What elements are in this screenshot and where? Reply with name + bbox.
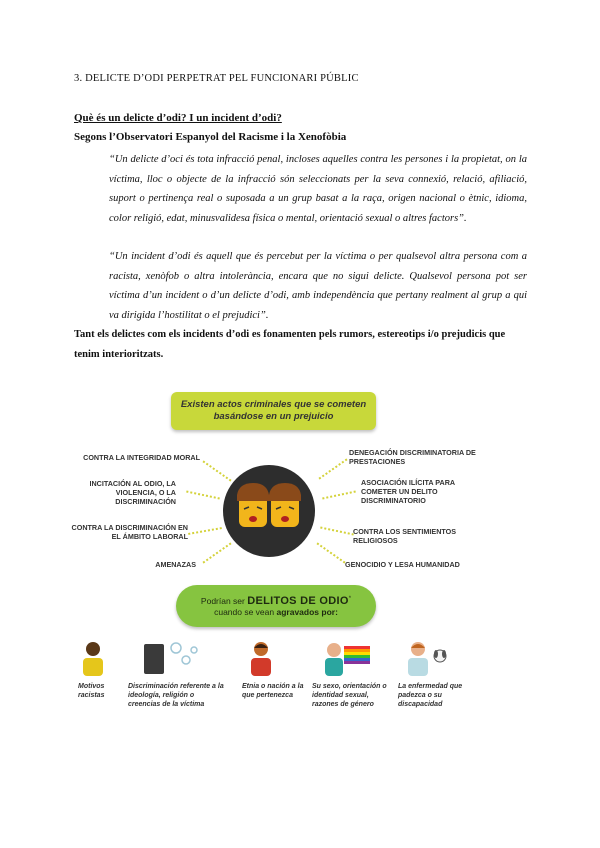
ray-connector: [320, 526, 354, 535]
pill-post-text: cuando se vean: [214, 606, 275, 617]
label-sentimientos-religiosos: CONTRA LOS SENTIMIENTOS RELIGIOSOS: [353, 527, 457, 545]
book-icon: [140, 638, 202, 676]
label-integridad-moral: CONTRA LA INTEGRIDAD MORAL: [83, 453, 200, 462]
label-amenazas: AMENAZAS: [155, 560, 196, 569]
ray-connector: [186, 490, 220, 499]
pill-asterisk: *: [348, 596, 352, 602]
caption-sexo: Su sexo, orientación o identidad sexual, razones de género: [312, 683, 387, 708]
infographic-top-box: Existen actos criminales que se cometen basándose en un prejuicio: [171, 392, 376, 430]
ray-connector: [319, 458, 348, 479]
person-icon: [78, 640, 108, 676]
caption-discapacidad: La enfermedad que padezca o su discapacidad: [398, 683, 463, 708]
pill-title: DELITOS DE ODIO: [247, 594, 349, 607]
worried-faces-icon: [223, 465, 315, 557]
ray-connector: [317, 542, 346, 563]
summary-paragraph: Tant els delictes com els incidents d’odi es fonamenten pels rumors, estereotips i/o prejudicis que tenim interioritzats.: [74, 329, 506, 360]
quote-hate-crime: “Un delicte d’oci és tota infracció penal, incloses aquelles contra les persones i la propietat, on la víctima, lloc o objecte de la infracció són seleccionats per la seva connexió, relació, afiliació, suport o pertinença real o suposada a un grup basat a la raça, origen nacional o ètnic, idioma, color religió, edat, minusvalidesa física o mental, orientació sexual o altres factors”.: [109, 154, 527, 224]
label-denegacion-prestaciones: DENEGACIÓN DISCRIMINATORIA DE PRESTACIONES: [349, 448, 476, 466]
label-incitacion-odio: INCITACIÓN AL ODIO, LA VIOLENCIA, O LA DISCRIMINACIÓN: [89, 479, 176, 506]
label-genocidio: GENOCIDIO Y LESA HUMANIDAD: [345, 560, 460, 569]
ray-connector: [322, 490, 356, 499]
quote-hate-incident: “Un incident d’odi és aquell que és percebut per la víctima o per qualsevol altra persona com a racista, xenòfob o altra intolerància, encara que no sigui delicte. Qualsevol persona pot ser víctima d’un incident o d’un delicte d’odi, amb independència que pertany realment al grup a qui va dirigida l’hostilitat o el prejudici”.: [109, 251, 527, 321]
caption-ideologia: Discriminación referente a la ideología, religión o creencias de la víctima: [128, 683, 224, 708]
caption-etnia: Etnia o nación a la que pertenezca: [242, 683, 304, 699]
person-with-dog-icon: [404, 640, 452, 676]
label-asociacion-ilicita: ASOCIACIÓN ILÍCITA PARA COMETER UN DELITO DISCRIMINATORIO: [361, 478, 455, 505]
section-heading: 3. DELICTE D’ODI PERPETRAT PEL FUNCIONARI PÚBLIC: [74, 73, 359, 84]
pill-pre-text: Podrían ser: [200, 595, 245, 606]
central-circle: [223, 465, 315, 557]
rainbow-flag-icon: [322, 640, 372, 676]
label-discriminacion-laboral: CONTRA LA DISCRIMINACIÓN EN EL ÁMBITO LABORAL: [71, 523, 188, 541]
source-line: Segons l’Observatori Espanyol del Racisme i la Xenofòbia: [74, 131, 347, 143]
person-icon: [246, 640, 276, 676]
pill-bold-text: agravados por:: [276, 606, 338, 617]
question-heading: Què és un delicte d’odi? I un incident d’odi?: [74, 112, 282, 124]
ray-connector: [188, 527, 222, 535]
caption-racistas: Motivos racistas: [78, 683, 105, 699]
hate-crime-pill: [176, 585, 376, 627]
